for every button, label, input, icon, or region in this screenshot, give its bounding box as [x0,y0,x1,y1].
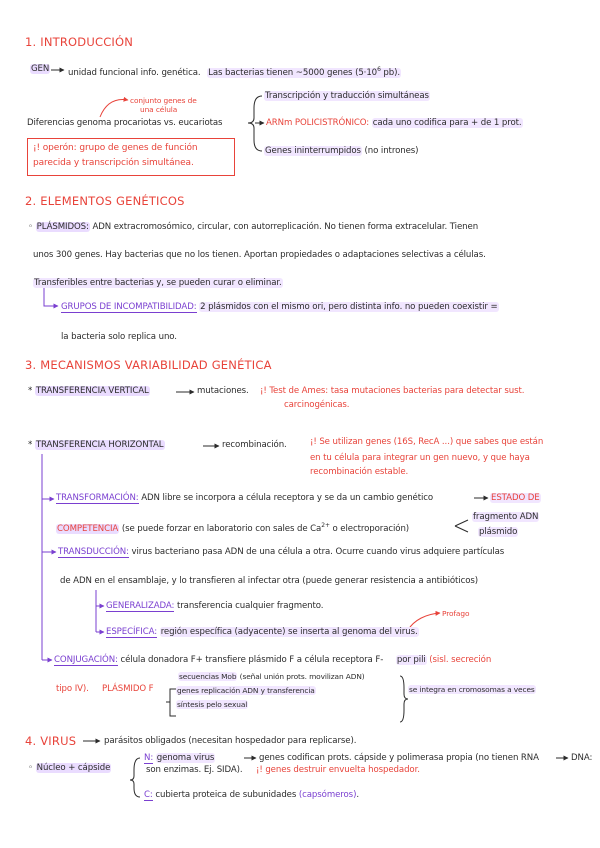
anno-conjunto-2: una célula [140,105,178,114]
gen-size-end: pb). [380,67,401,78]
competencia-exp: 2+ [321,522,330,529]
branch-3-text: Genes ininterrumpidos [265,146,361,156]
plasmido-small-text: plásmido [479,527,518,537]
gen-def-text: unidad funcional info. genética. [68,67,201,78]
c-def: cubierta proteica de subunidades [155,790,297,800]
horizontal-term: TRANSFERENCIA HORIZONTAL [35,440,164,450]
gen-size-exp: 6 [377,66,381,73]
grupos-line-2: la bacteria solo replica uno. [61,332,177,342]
bullet-2: ◦ [28,763,33,773]
sintesis: síntesis pelo sexual [177,700,248,709]
asterisk: * [28,386,33,396]
especifica-term: ESPECÍFICA: [106,627,158,637]
competencia-line [56,520,409,535]
son-enzimas: son enzimas. Ej. SIDA). [146,765,243,775]
c-term: C: [144,790,153,800]
genes-replic-line [176,686,316,695]
heading-elementos: 2. ELEMENTOS GENÉTICOS [25,194,185,208]
profago-label: Profago [442,609,470,618]
ames-line-1: ¡! Test de Ames: tasa mutaciones bacterias para detectar sust. [260,386,525,396]
diferencias-text: Diferencias genoma procariotas vs. eucariotas [27,118,223,128]
plasmido-small [478,527,518,538]
horizontal-def: recombinación. [222,440,287,450]
heading-mecanismos: 3. MECANISMOS VARIABILIDAD GENÉTICA [25,358,272,372]
generalizada-def: transferencia cualquier fragmento. [176,601,324,611]
heading-virus: 4. VIRUS [25,734,77,748]
sisl-note: (sisl. secreción [429,655,492,665]
plasmidos-line-1 [28,222,478,233]
transformacion-def: ADN libre se incorpora a célula receptora y se da un cambio genético [141,493,434,503]
branch-3-note: (no intrones) [364,146,419,156]
plasmidos-term: PLÁSMIDOS: [36,222,89,232]
transformacion-term: TRANSFORMACIÓN: [56,493,139,503]
gen-note-text: Las bacterias tienen ~5000 genes [208,67,353,78]
transduccion-def: virus bacteriano pasa ADN de una célula a otra. Ocurre cuando virus adquiere partículas [131,547,505,557]
brace-competencia [455,520,468,532]
vertical-def: mutaciones. [197,386,249,396]
grupos-line-1 [61,302,499,313]
competencia-term: COMPETENCIA [57,523,119,534]
capsomeros: (capsómeros) [298,790,357,800]
operon-line-2: parecida y transcripción simultánea. [33,158,194,168]
transduccion-term: TRANSDUCCIÓN: [58,547,129,557]
especifica-def: región específica (adyacente) se inserta al genoma del virus. [160,627,418,637]
transduccion-line-2: de ADN en el ensamblaje, y lo transfieren al infectar otra (puede generar resistencia a antibióticos) [60,576,478,586]
estado-label [490,493,541,504]
integra: se integra en cromosomas a veces [409,685,535,694]
sec-mob-line [178,672,365,681]
vertical-line [28,386,150,397]
n-cont: genes codifican prots. cápside y polimerasa propia (no tienen RNA [259,753,539,763]
virus-def: parásitos obligados (necesitan hospedador para replicarse). [104,736,357,746]
grupos-term: GRUPOS DE INCOMPATIBILIDAD: [61,302,197,312]
generalizada-term: GENERALIZADA: [106,601,175,611]
bullet: ◦ [28,222,33,232]
heading-introduccion: 1. INTRODUCCIÓN [25,35,134,49]
gen-note [207,68,401,78]
gen-definition [68,64,401,79]
conjugacion-line [54,655,491,666]
conjugacion-term: CONJUGACIÓN: [54,655,118,665]
ames-line-2: carcinogénicas. [284,400,350,410]
arnm-def: cada uno codifica para + de 1 prot. [372,118,522,128]
por-pili: por pili [396,655,426,665]
plasmidos-text-1: ADN extracromosómico, circular, con autorreplicación. No tienen forma extracelular. Tienen [92,222,479,232]
brace-plasmido-f [166,689,176,716]
n-term: N: [144,753,154,763]
estado-text: ESTADO DE [491,493,540,503]
grupos-def: 2 plásmidos con el mismo ori, pero distinta info. no pueden coexistir = [200,302,498,312]
vertical-term: TRANSFERENCIA VERTICAL [35,386,149,396]
arrow-grupos [44,286,58,306]
brace-nucleo [130,758,140,797]
genes-replic: genes replicación ADN y transferencia [177,686,315,695]
sec-mob-note: (señal unión prots. movilizan ADN) [239,672,365,681]
asterisk-2: * [28,440,33,450]
c-end: . [356,790,359,800]
n-note: ¡! genes destruir envuelta hospedador. [256,765,420,775]
anno-conjunto-1: conjunto genes de [130,96,197,105]
branch-transcripcion [264,91,430,102]
genes-note-2: en tu célula para integrar un gen nuevo, y que haya [310,453,530,463]
n-line [144,753,215,764]
especifica-line [106,627,419,638]
competencia-def: (se puede forzar en laboratorio con sales de Ca [121,523,322,534]
frag-adn [472,512,539,523]
plasmidos-line-2: unos 300 genes. Hay bacterias que no los tienen. Aportan propiedades o adaptaciones selectivas a células. [33,250,486,260]
arnm-term: ARNm POLICISTRÓNICO: [266,118,370,128]
gen-term: GEN [31,64,50,74]
frag-adn-text: fragmento ADN [473,512,539,522]
c-line [144,790,359,801]
genes-note-3: recombinación estable. [310,467,409,477]
branch-genes [264,146,418,157]
gen-line [30,64,50,75]
branch-1-text: Transcripción y traducción simultáneas [265,91,429,101]
n-def: genoma virus [156,753,215,763]
integra-line [408,685,536,694]
transferibles-text: Transferibles entre bacterias y, se pueden curar o eliminar. [34,278,282,288]
sintesis-line [176,700,248,709]
operon-line-1: ¡! operón: grupo de genes de función [33,143,198,153]
nucleo-line [28,763,111,774]
generalizada-line [106,601,323,612]
arrow-conjunto [100,100,128,117]
plasmido-f: PLÁSMIDO F [102,684,154,694]
nucleo-term: Núcleo + cápside [36,763,111,773]
horizontal-line [28,440,165,451]
conjugacion-def: célula donadora F+ transfiere plásmido F a célula receptora F- [120,655,384,665]
transformacion-line [56,493,433,504]
genes-note-1: ¡! Se utilizan genes (16S, RecA ...) que sabes que están [310,437,544,447]
tipo-iv: tipo IV). [56,684,89,694]
branch-arnm [266,118,523,129]
competencia-end: o electroporación) [329,523,410,534]
n-dna: DNA: [571,753,593,763]
sec-mob: secuencias Mob [179,672,237,681]
transduccion-line-1 [58,547,504,558]
brace-integra [400,676,408,722]
gen-size: (5·10 [355,67,378,78]
transferibles-line [33,278,283,289]
